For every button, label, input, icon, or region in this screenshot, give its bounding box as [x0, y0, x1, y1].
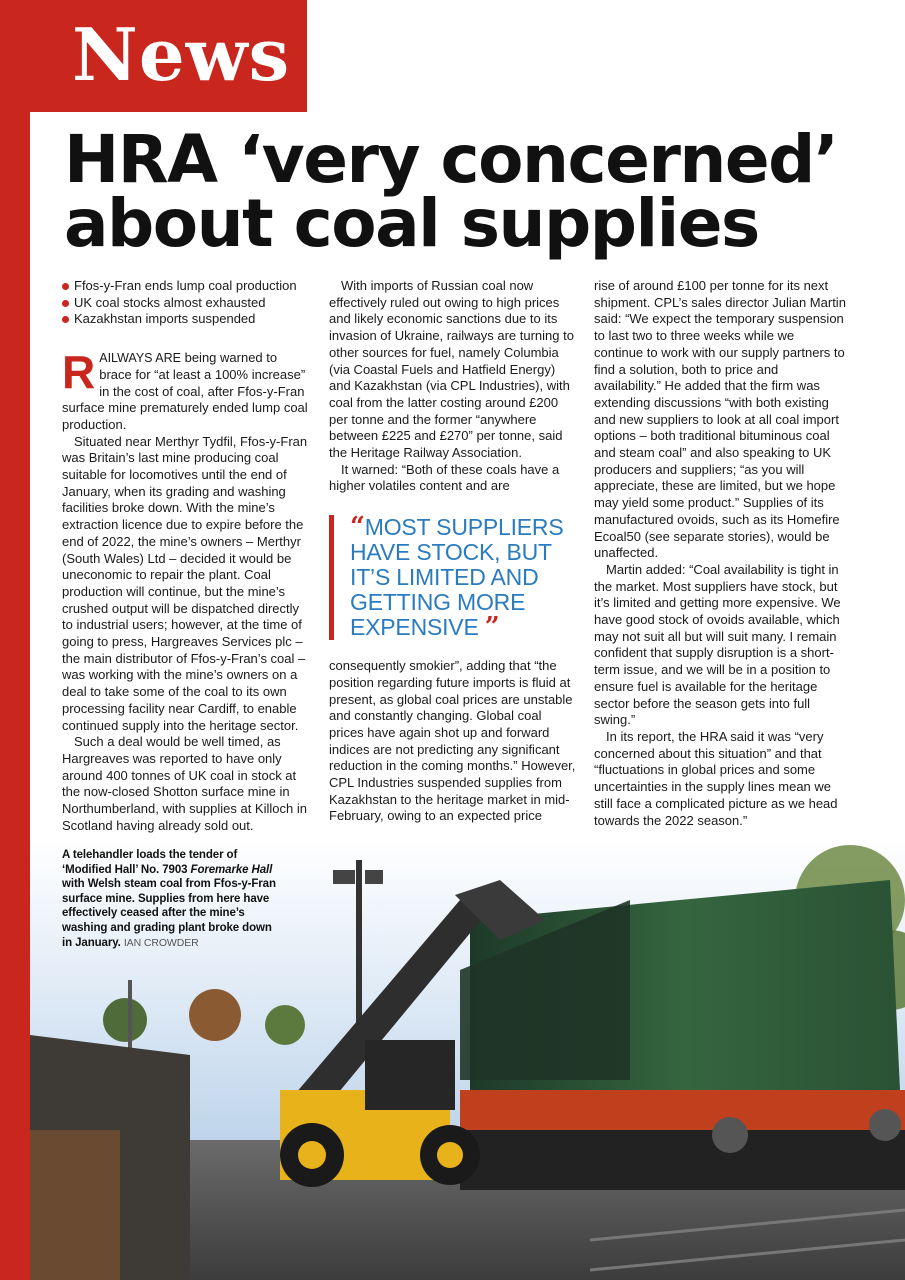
article-column-3: [594, 278, 846, 829]
lead-caps: AILWAYS ARE: [99, 351, 181, 366]
buffer: [869, 1109, 901, 1141]
headline-line-1: HRA ‘very concerned’: [64, 121, 838, 198]
body-paragraph: With imports of Russian coal now effectively ruled out owing to high prices and likely economic sanctions due to its invasion of Ukraine, railways are turning to other sources for fuel, namely Columbia (via Coastal Fuels and Hatfield Energy) and Kazakhstan (via CPL Industries), with coal from the latter costing around £200 per tonne and the former “anywhere between £225 and £270” per tonne, said the Heritage Railway Association.: [329, 278, 574, 461]
drop-cap: R: [62, 346, 96, 399]
lead-paragraph: [62, 346, 312, 434]
article-column-1: [62, 278, 312, 835]
tree: [189, 989, 241, 1041]
bullet-item: UK coal stocks almost exhausted: [62, 295, 312, 312]
left-red-bar: [0, 0, 30, 1280]
body-paragraph: consequently smokier”, adding that “the position regarding future imports is fluid at present, as global coal prices are unstable and constantly changing. Global coal prices have again shot up and forward indices are not predicting any significant reduction in the coming months.” However, CPL Industries suspended supplies from Kazakhstan to the heritage market in mid-February, owing to an expected price: [329, 658, 576, 824]
caption-text-1: A telehandler loads the tender of ‘Modified Hall’ No. 7903: [62, 849, 238, 876]
tender-frame: [460, 1090, 905, 1130]
standfirst-bullets: [62, 278, 312, 328]
body-paragraph: rise of around £100 per tonne for its next shipment. CPL’s sales director Julian Martin said: “We expect the temporary suspension to last two to three weeks while we continue to work with our supply partners to find a solution, both to price and availability.” He added that the firm was extending discussions “with both existing and new suppliers to look at all coal import options – both traditional bituminous coal and steam coal” and also speaking to UK producers and suppliers; “as you will appreciate, these are limited, but we hope may yield some product.” Supplies of its manufactured ovoids, such as its Homefire Ecoal50 (see separate stories), would be unaffected.: [594, 278, 846, 561]
loader-cab: [365, 1040, 455, 1110]
caption-text-2: with Welsh steam coal from Ffos-y-Fran surface mine. Supplies from here have effectively ceased after the mine’s washing and grading plant broke down in January.: [62, 878, 276, 949]
pull-quote-text: [350, 512, 577, 643]
lead-text: being warned to brace for “at least a 100% increase” in the cost of coal, after Ffos-y-Fran surface mine prematurely ended lump coal production.: [62, 350, 308, 432]
pallets: [30, 1130, 120, 1280]
close-quote-mark: ”: [484, 612, 500, 643]
tree: [103, 998, 147, 1042]
tree: [265, 1005, 305, 1045]
photo-credit: IAN CROWDER: [123, 936, 199, 949]
headline: [64, 121, 884, 262]
buffer: [712, 1117, 748, 1153]
bullet-item: Ffos-y-Fran ends lump coal production: [62, 278, 312, 295]
article-column-2: [329, 278, 577, 825]
headline-line-2: about coal supplies: [64, 185, 759, 262]
bullet-item: Kazakhstan imports suspended: [62, 311, 312, 328]
pull-quote-body: MOST SUPPLIERS HAVE STOCK, BUT IT’S LIMITED AND GETTING MORE EXPENSIVE: [350, 514, 564, 641]
body-paragraph: It warned: “Both of these coals have a higher volatiles content and are: [329, 461, 560, 494]
photo-caption: [62, 848, 282, 950]
body-paragraph: Situated near Merthyr Tydfil, Ffos-y-Fran was Britain’s last mine producing coal suitable for locomotives until the end of January, when its grading and washing facilities broke down. With the mine’s extraction licence due to expire before the end of 2022, the mine’s owners – Merthyr (South Wales) Ltd – decided it would be uneconomic to repair the plant. Coal production will continue, but the mine’s crushed output will be dispatched directly to industrial users; however, at the time of going to press, Hargreaves Services plc – the main distributor of Ffos-y-Fran’s coal – was working with the mine’s owners on a deal to take some of the coal to its own processing facility near Cardiff, to enable continued supply into the heritage sector.: [62, 433, 308, 733]
body-paragraph: In its report, the HRA said it was “very concerned about this situation” and that “fluctuations in global prices and some uncertainties in the supply lines mean we still face a complicated picture as we head towards the 2022 season.”: [594, 728, 838, 828]
pull-quote: [329, 512, 577, 643]
lamp-head: [365, 870, 383, 884]
tender-chassis: [460, 1130, 905, 1190]
section-tab: [0, 0, 307, 112]
caption-italic: Foremarke Hall: [190, 863, 273, 876]
body-paragraph: Such a deal would be well timed, as Hargreaves was reported to have only around 400 tonnes of UK coal in stock at the now-closed Shotton surface mine in Northumberland, with supplies at Killoch in Scotland having already sold out.: [62, 734, 307, 833]
body-paragraph: Martin added: “Coal availability is tight in the market. Most suppliers have stock, but it’s limited and getting more expensive. We have good stock of ovoids available, which may not suit all but will suit many. I remain confident that supply disruption is a short-term issue, and we will be in a position to ensure fuel is available for the heritage sector before the season gets into full swing.”: [594, 561, 841, 728]
lamp-head: [333, 870, 355, 884]
section-label: News: [72, 12, 291, 97]
open-quote-mark: “: [350, 512, 365, 543]
